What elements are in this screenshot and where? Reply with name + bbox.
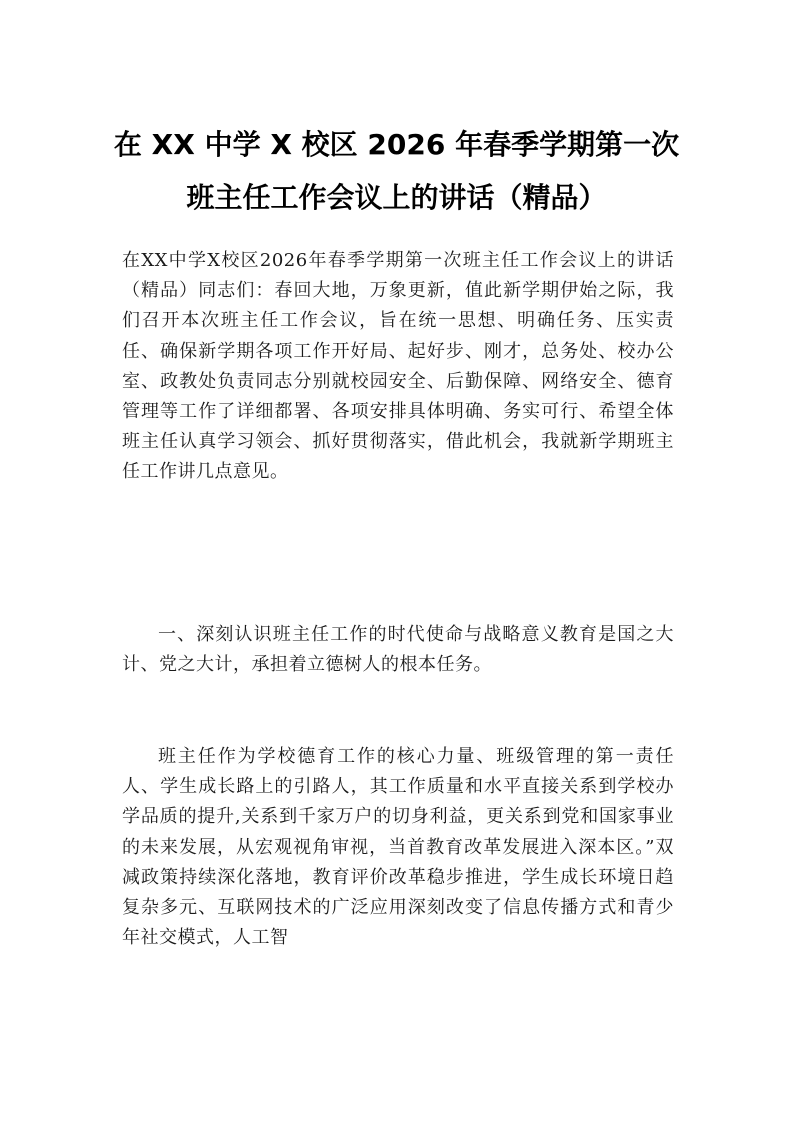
title-line-2: 班主任工作会议上的讲话（精品） xyxy=(186,181,607,214)
document-title xyxy=(0,118,793,224)
paragraph-intro: 在XX中学X校区2026年春季学期第一次班主任工作会议上的讲话（精品）同志们：春回大地，万象更新，值此新学期伊始之际，我们召开本次班主任工作会议，旨在统一思想、明确任务、压实责任、确保新学期各项工作开好局、起好步、刚才，总务处、校办公室、政教处负责同志分别就校园安全、后勤保障、网络安全、德育管理等工作了详细都署、各项安排具体明确、务实可行、希望全体班主任认真学习领会、抓好贯彻落实，借此机会，我就新学期班主任工作讲几点意见。 xyxy=(122,250,674,483)
paragraph-section-one: 一、深刻认识班主任工作的时代使命与战略意义教育是国之大计、党之大计，承担着立德树人的根本任务。 xyxy=(122,624,674,676)
title-line-1: 在 XX 中学 X 校区 2026 年春季学期第一次 xyxy=(113,128,680,161)
paragraph-head-teacher-role: 班主任作为学校德育工作的核心力量、班级管理的第一责任人、学生成长路上的引路人，其工作质量和水平直接关系到学校办学品质的提升,关系到千家万户的切身利益，更关系到党和国家事业的未来发展，从宏观视角审视，当首教育改革发展进入深本区。”双减政策持续深化落地，教育评价改革稳步推进，学生成长环境日趋复杂多元、互联网技术的广泛应用深刻改变了信息传播方式和青少年社交模式，人工智 xyxy=(122,746,674,949)
